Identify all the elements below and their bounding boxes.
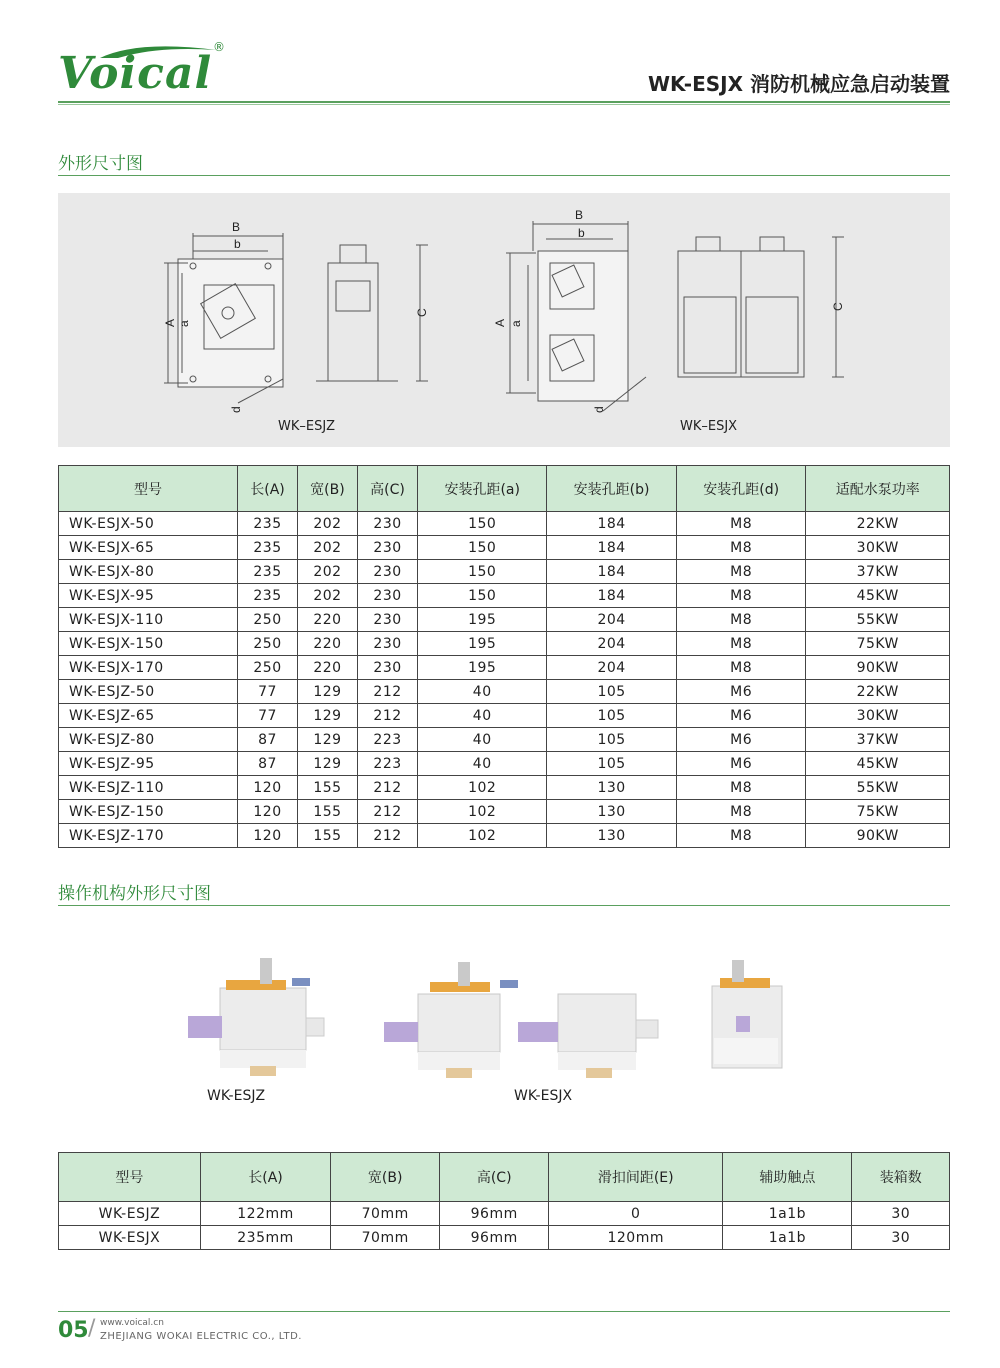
section-divider xyxy=(58,175,950,176)
brand-logo xyxy=(58,40,228,98)
table-cell: 230 xyxy=(357,632,417,656)
table-cell: M6 xyxy=(676,704,806,728)
table-cell: 204 xyxy=(547,632,677,656)
column-header: 长(A) xyxy=(238,466,298,512)
table-row xyxy=(59,680,950,704)
table-cell: M8 xyxy=(676,632,806,656)
table-cell: 220 xyxy=(297,632,357,656)
table-cell: 75KW xyxy=(806,800,950,824)
table-cell: 105 xyxy=(547,704,677,728)
dimension-drawings xyxy=(58,193,950,447)
table-row xyxy=(59,584,950,608)
table-row xyxy=(59,536,950,560)
table-cell: 70mm xyxy=(331,1202,440,1226)
table-cell: 90KW xyxy=(806,824,950,848)
table-cell: 195 xyxy=(418,656,547,680)
column-header: 安装孔距(d) xyxy=(676,466,806,512)
dim-label-b-x: b xyxy=(578,226,585,240)
mechanism-caption-esjx: WK-ESJX xyxy=(514,1088,573,1104)
table-cell: WK-ESJX-50 xyxy=(59,512,238,536)
table-cell: 77 xyxy=(238,680,298,704)
table-cell: 202 xyxy=(297,536,357,560)
table-row xyxy=(59,1226,950,1250)
header-divider xyxy=(58,101,950,103)
table-cell: 230 xyxy=(357,512,417,536)
dim-label-B-x: B xyxy=(575,208,584,222)
table-cell: 212 xyxy=(357,824,417,848)
table-cell: 150 xyxy=(418,512,547,536)
table-cell: 235 xyxy=(238,536,298,560)
table-cell: 184 xyxy=(547,560,677,584)
table-cell: 150 xyxy=(418,536,547,560)
document-title: WK-ESJX 消防机械应急启动装置 xyxy=(647,72,950,96)
column-header: 宽(B) xyxy=(331,1153,440,1202)
table-cell: 129 xyxy=(297,704,357,728)
table-cell: WK-ESJZ-170 xyxy=(59,824,238,848)
table-row xyxy=(59,632,950,656)
table-cell: 120 xyxy=(238,800,298,824)
section-title-dimensions: 外形尺寸图 xyxy=(58,154,143,174)
table-row xyxy=(59,776,950,800)
table-cell: 55KW xyxy=(806,608,950,632)
table-cell: M8 xyxy=(676,776,806,800)
table-cell: 129 xyxy=(297,752,357,776)
table-cell: 105 xyxy=(547,728,677,752)
table-cell: M8 xyxy=(676,608,806,632)
table-cell: 77 xyxy=(238,704,298,728)
table-row xyxy=(59,752,950,776)
dim-label-C-x: C xyxy=(831,302,845,311)
table-cell: WK-ESJZ-65 xyxy=(59,704,238,728)
table-cell: 195 xyxy=(418,608,547,632)
table-cell: 155 xyxy=(297,800,357,824)
table-cell: 184 xyxy=(547,512,677,536)
table-cell: 120mm xyxy=(549,1226,723,1250)
table-cell: 130 xyxy=(547,824,677,848)
page-number: 05 xyxy=(58,1318,89,1343)
table-cell: 45KW xyxy=(806,584,950,608)
table-row xyxy=(59,800,950,824)
footer-url[interactable]: www.voical.cn xyxy=(100,1318,164,1328)
table-cell: 30KW xyxy=(806,704,950,728)
column-header: 高(C) xyxy=(357,466,417,512)
table-cell: 220 xyxy=(297,656,357,680)
table-cell: 223 xyxy=(357,728,417,752)
registered-mark: ® xyxy=(213,40,225,54)
table-cell: 120 xyxy=(238,824,298,848)
table-cell: 122mm xyxy=(200,1202,330,1226)
column-header: 长(A) xyxy=(200,1153,330,1202)
column-header: 型号 xyxy=(59,466,238,512)
table-cell: 40 xyxy=(418,728,547,752)
table-cell: 220 xyxy=(297,608,357,632)
table-cell: M8 xyxy=(676,536,806,560)
mechanism-drawings xyxy=(180,950,820,1090)
table-cell: 75KW xyxy=(806,632,950,656)
table-cell: M6 xyxy=(676,752,806,776)
table-cell: 87 xyxy=(238,752,298,776)
table-cell: 45KW xyxy=(806,752,950,776)
table-cell: 1a1b xyxy=(723,1202,852,1226)
specification-table xyxy=(58,465,950,848)
table-cell: 223 xyxy=(357,752,417,776)
table-cell: 129 xyxy=(297,728,357,752)
table-cell: 184 xyxy=(547,536,677,560)
table-cell: WK-ESJX-80 xyxy=(59,560,238,584)
footer-slash: / xyxy=(88,1316,96,1341)
table-cell: 105 xyxy=(547,752,677,776)
figure-caption-esjx: WK–ESJX xyxy=(680,419,738,434)
table-cell: 55KW xyxy=(806,776,950,800)
table-cell: 96mm xyxy=(440,1226,549,1250)
section-title-mechanism: 操作机构外形尺寸图 xyxy=(58,884,211,904)
table-cell: WK-ESJX-110 xyxy=(59,608,238,632)
footer-divider xyxy=(58,1311,950,1312)
column-header: 型号 xyxy=(59,1153,201,1202)
table-cell: M8 xyxy=(676,512,806,536)
table-cell: WK-ESJZ-95 xyxy=(59,752,238,776)
column-header: 滑扣间距(E) xyxy=(549,1153,723,1202)
table-cell: 204 xyxy=(547,656,677,680)
table-cell: WK-ESJZ xyxy=(59,1202,201,1226)
table-cell: 87 xyxy=(238,728,298,752)
table-cell: M8 xyxy=(676,656,806,680)
table-cell: 202 xyxy=(297,584,357,608)
table-cell: 235 xyxy=(238,584,298,608)
table-cell: 230 xyxy=(357,608,417,632)
mechanism-illustrations xyxy=(180,950,820,1090)
table-cell: 195 xyxy=(418,632,547,656)
table-cell: 202 xyxy=(297,512,357,536)
table-cell: 155 xyxy=(297,824,357,848)
table-cell: 230 xyxy=(357,656,417,680)
table-cell: WK-ESJX-65 xyxy=(59,536,238,560)
header-divider-thin xyxy=(58,104,950,105)
table-cell: 30 xyxy=(852,1202,950,1226)
table-cell: 204 xyxy=(547,608,677,632)
table-row xyxy=(59,560,950,584)
footer-company: ZHEJIANG WOKAI ELECTRIC CO., LTD. xyxy=(100,1331,302,1342)
table-row xyxy=(59,704,950,728)
table-cell: 212 xyxy=(357,704,417,728)
dim-label-C: C xyxy=(415,308,429,317)
table-row xyxy=(59,656,950,680)
column-header: 适配水泵功率 xyxy=(806,466,950,512)
table-cell: 102 xyxy=(418,776,547,800)
mechanism-esjx-image xyxy=(384,962,658,1078)
table-cell: WK-ESJZ-50 xyxy=(59,680,238,704)
table-cell: 105 xyxy=(547,680,677,704)
table-cell: 212 xyxy=(357,776,417,800)
column-header: 宽(B) xyxy=(297,466,357,512)
mechanism-side-image xyxy=(712,960,782,1068)
dim-label-d: d xyxy=(229,406,243,413)
column-header: 安装孔距(b) xyxy=(547,466,677,512)
table-cell: 230 xyxy=(357,536,417,560)
table-cell: WK-ESJZ-150 xyxy=(59,800,238,824)
table-cell: 130 xyxy=(547,776,677,800)
table-cell: 150 xyxy=(418,560,547,584)
dim-label-d-x: d xyxy=(592,406,606,413)
table-cell: 230 xyxy=(357,560,417,584)
table-cell: 90KW xyxy=(806,656,950,680)
table-cell: 120 xyxy=(238,776,298,800)
table-cell: 96mm xyxy=(440,1202,549,1226)
table-cell: 102 xyxy=(418,800,547,824)
table-cell: 40 xyxy=(418,704,547,728)
logo-text: Voical xyxy=(58,48,213,99)
figure-caption-esjz: WK–ESJZ xyxy=(278,419,336,434)
table-cell: WK-ESJX-170 xyxy=(59,656,238,680)
table-cell: WK-ESJZ-110 xyxy=(59,776,238,800)
table-cell: 1a1b xyxy=(723,1226,852,1250)
table-header-row xyxy=(59,466,950,512)
table-cell: 235 xyxy=(238,512,298,536)
table-cell: WK-ESJZ-80 xyxy=(59,728,238,752)
table-cell: WK-ESJX-150 xyxy=(59,632,238,656)
dim-label-B: B xyxy=(232,220,241,234)
dim-label-a-x: a xyxy=(509,320,523,327)
mechanism-caption-esjz: WK-ESJZ xyxy=(207,1088,266,1104)
table-cell: 212 xyxy=(357,800,417,824)
table-cell: 30 xyxy=(852,1226,950,1250)
table-cell: 150 xyxy=(418,584,547,608)
table-cell: M8 xyxy=(676,560,806,584)
table-cell: 37KW xyxy=(806,728,950,752)
column-header: 高(C) xyxy=(440,1153,549,1202)
table-row xyxy=(59,1202,950,1226)
dimension-drawing-panel xyxy=(58,193,950,447)
table-cell: 235 xyxy=(238,560,298,584)
dim-label-a: a xyxy=(177,320,191,327)
dim-label-A: A xyxy=(163,318,177,327)
dim-label-b: b xyxy=(234,237,241,251)
table-cell: 30KW xyxy=(806,536,950,560)
table-cell: 70mm xyxy=(331,1226,440,1250)
table-cell: 40 xyxy=(418,752,547,776)
table-cell: 250 xyxy=(238,632,298,656)
table-cell: M8 xyxy=(676,824,806,848)
table-cell: 129 xyxy=(297,680,357,704)
table-cell: 22KW xyxy=(806,680,950,704)
table-cell: 230 xyxy=(357,584,417,608)
table-cell: 130 xyxy=(547,800,677,824)
table-header-row xyxy=(59,1153,950,1202)
table-cell: 22KW xyxy=(806,512,950,536)
table-cell: 212 xyxy=(357,680,417,704)
table-cell: 250 xyxy=(238,656,298,680)
table-body xyxy=(59,1202,950,1250)
table-cell: 37KW xyxy=(806,560,950,584)
section-divider xyxy=(58,905,950,906)
table-row xyxy=(59,512,950,536)
table-cell: 202 xyxy=(297,560,357,584)
table-cell: M6 xyxy=(676,728,806,752)
table-cell: 235mm xyxy=(200,1226,330,1250)
column-header: 辅助触点 xyxy=(723,1153,852,1202)
table-cell: M6 xyxy=(676,680,806,704)
table-cell: 102 xyxy=(418,824,547,848)
table-row xyxy=(59,728,950,752)
table-cell: 250 xyxy=(238,608,298,632)
dim-label-A-x: A xyxy=(493,318,507,327)
mechanism-table xyxy=(58,1152,950,1250)
table-cell: 155 xyxy=(297,776,357,800)
column-header: 安装孔距(a) xyxy=(418,466,547,512)
table-row xyxy=(59,608,950,632)
mechanism-esjz-image xyxy=(188,958,324,1076)
table-row xyxy=(59,824,950,848)
column-header: 装箱数 xyxy=(852,1153,950,1202)
table-cell: M8 xyxy=(676,584,806,608)
table-cell: 0 xyxy=(549,1202,723,1226)
table-cell: 40 xyxy=(418,680,547,704)
table-cell: M8 xyxy=(676,800,806,824)
table-cell: WK-ESJX-95 xyxy=(59,584,238,608)
table-body xyxy=(59,512,950,848)
table-cell: 184 xyxy=(547,584,677,608)
table-cell: WK-ESJX xyxy=(59,1226,201,1250)
